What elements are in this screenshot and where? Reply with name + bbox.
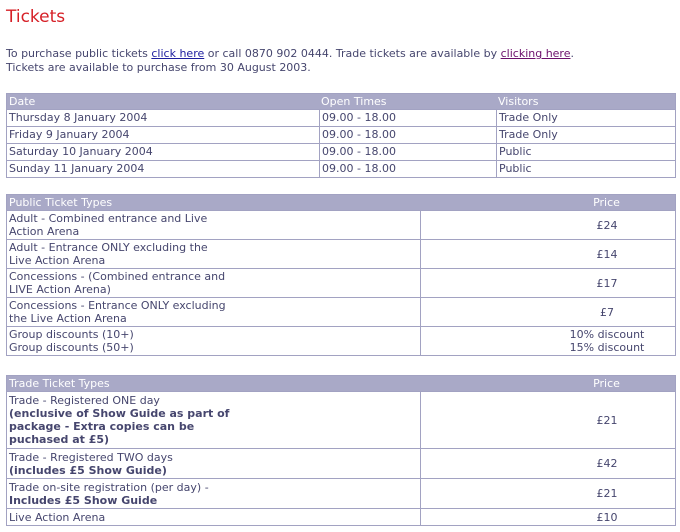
trade-tickets-link[interactable]: clicking here (500, 47, 571, 60)
table-row (7, 126, 675, 143)
table-row (7, 109, 675, 126)
trade-ticket-types-table (6, 375, 676, 526)
ticket-type-cell: Live Action Arena (7, 508, 420, 525)
date-cell: Sunday 11 January 2004 (7, 160, 319, 177)
price-cell: £24 (420, 210, 675, 239)
date-cell: Friday 9 January 2004 (7, 126, 319, 143)
table-row (7, 391, 675, 448)
table-row (7, 210, 675, 239)
dates-header-row (7, 94, 675, 109)
date-cell: Thursday 8 January 2004 (7, 109, 319, 126)
trade-ticket-types-header: Trade Ticket Types (7, 376, 420, 391)
table-row (7, 268, 675, 297)
ticket-type-cell: Adult - Entrance ONLY excluding the Live Action Arena (7, 239, 420, 268)
visitors-cell: Public (496, 160, 675, 177)
table-row (7, 160, 675, 177)
public-ticket-types-header: Public Ticket Types (7, 195, 420, 210)
open-times-cell: 09.00 - 18.00 (319, 126, 496, 143)
intro-text-2: or call 0870 902 0444. Trade tickets are available by (204, 47, 501, 60)
table-row (7, 326, 675, 355)
ticket-note: (enclusive of Show Guide as part of package - Extra copies can be puchased at £5) (9, 407, 230, 446)
visitors-cell: Trade Only (496, 109, 675, 126)
price-cell: £10 (420, 508, 675, 525)
visitors-cell: Trade Only (496, 126, 675, 143)
price-cell: £17 (420, 268, 675, 297)
intro-availability-text: Tickets are available to purchase from 30 August 2003. (6, 61, 311, 74)
price-cell: £21 (420, 391, 675, 448)
open-times-cell: 09.00 - 18.00 (319, 160, 496, 177)
price-cell: £42 (420, 448, 675, 478)
table-row (7, 297, 675, 326)
date-column-header: Date (7, 94, 319, 109)
table-row (7, 508, 675, 525)
intro-text (6, 47, 676, 75)
open-times-column-header: Open Times (319, 94, 496, 109)
ticket-type-cell: Trade - Registered ONE day (enclusive of Show Guide as part of package - Extra copies can be puchased at £5) (7, 391, 420, 448)
ticket-type-cell: Adult - Combined entrance and Live Action Arena (7, 210, 420, 239)
visitors-column-header: Visitors (496, 94, 675, 109)
ticket-note: (includes £5 Show Guide) (9, 463, 167, 477)
price-cell: £7 (420, 297, 675, 326)
price-cell (420, 326, 675, 355)
ticket-type-cell: Trade - Rregistered TWO days (includes £5 Show Guide) (7, 448, 420, 478)
page-title: Tickets (6, 7, 66, 27)
table-row (7, 448, 675, 478)
date-cell: Saturday 10 January 2004 (7, 143, 319, 160)
dates-table (6, 93, 676, 178)
public-tickets-link[interactable]: click here (151, 47, 205, 60)
intro-text-3: . (570, 47, 574, 60)
open-times-cell: 09.00 - 18.00 (319, 143, 496, 160)
ticket-type-cell: Concessions - (Combined entrance and LIVE Action Arena) (7, 268, 420, 297)
price-column-header: Price (420, 376, 675, 391)
group-discount-10-price: 10% discount (569, 328, 645, 341)
price-cell: £21 (420, 478, 675, 508)
public-ticket-types-table (6, 194, 676, 356)
price-cell: £14 (420, 239, 675, 268)
visitors-cell: Public (496, 143, 675, 160)
price-column-header: Price (420, 195, 675, 210)
table-row (7, 239, 675, 268)
group-discount-50-label: Group discounts (50+) (9, 341, 134, 354)
table-row (7, 143, 675, 160)
table-row (7, 478, 675, 508)
group-discount-50-price: 15% discount (569, 341, 645, 354)
trade-header-row (7, 376, 675, 391)
public-header-row (7, 195, 675, 210)
group-discount-10-label: Group discounts (10+) (9, 328, 134, 341)
ticket-type-cell (7, 326, 420, 355)
ticket-type-cell: Concessions - Entrance ONLY excluding the Live Action Arena (7, 297, 420, 326)
ticket-note: Includes £5 Show Guide (9, 493, 158, 507)
intro-text-1: To purchase public tickets (6, 47, 152, 60)
ticket-type-cell: Trade on-site registration (per day) - Includes £5 Show Guide (7, 478, 420, 508)
open-times-cell: 09.00 - 18.00 (319, 109, 496, 126)
